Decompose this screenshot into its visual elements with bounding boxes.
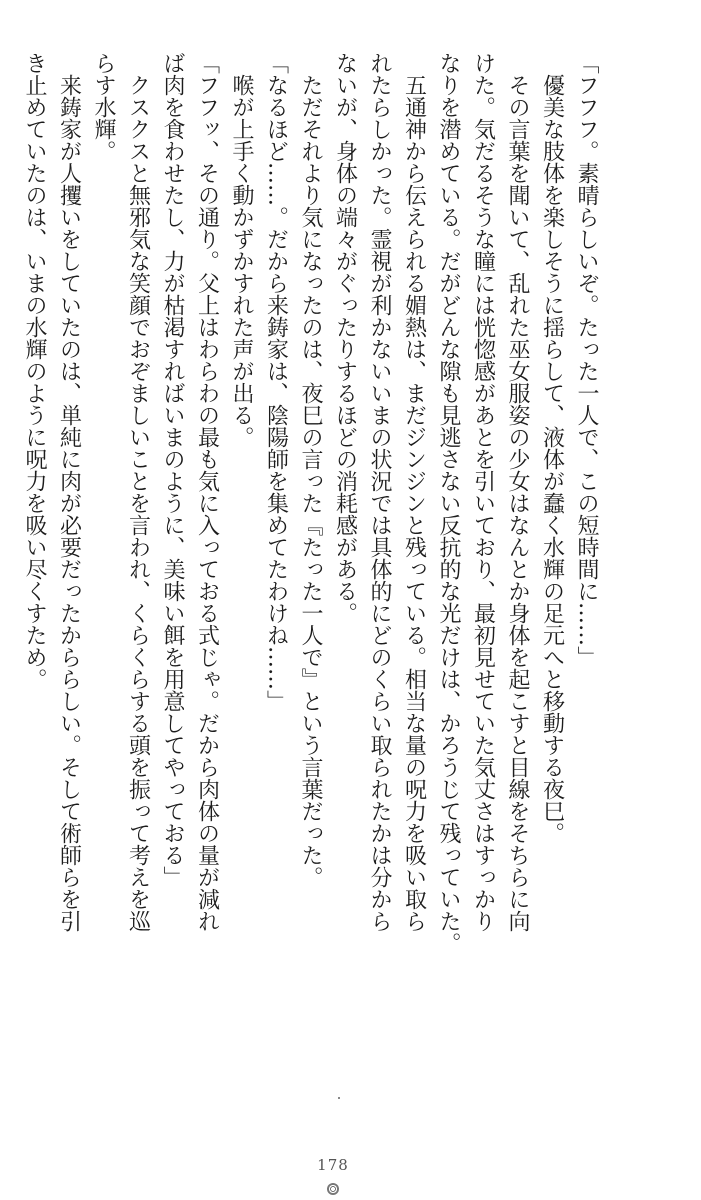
text-line: ば肉を食わせたし、力が枯渇すればいまのように、美味い餌を用意してやっておる」 <box>160 52 185 888</box>
text-line: 「フフフ。素晴らしいぞ。たった一人で、この短時間に……」 <box>574 52 599 668</box>
text-line: 来鋳家が人攫いをしていたのは、単純に肉が必要だったかららしい。そして術師らを引 <box>56 52 82 932</box>
page-number: 178 <box>317 1156 349 1174</box>
text-line: 「フフッ、その通り。父上はわらわの最も気に入っておる式じゃ。だから肉体の量が減れ <box>194 52 220 932</box>
text-line: らす水輝。 <box>91 52 116 162</box>
text-line: クスクスと無邪気な笑顔でおぞましいことを言われ、くらくらする頭を振って考えを巡 <box>125 52 151 932</box>
flower-ornament-icon <box>327 1183 339 1195</box>
text-line: なりを潜めている。だがどんな隙も見逃さない反抗的な光だけは、かろうじて残っていた。 <box>436 52 461 954</box>
text-line: その言葉を聞いて、乱れた巫女服姿の少女はなんとか身体を起こすと目線をそちらに向 <box>505 52 530 932</box>
text-line: ただそれより気になったのは、夜巳の言った『たった一人で』という言葉だった。 <box>298 52 323 888</box>
margin-dot <box>338 1097 340 1099</box>
body-text <box>17 52 604 992</box>
text-line: れたらしかった。霊視が利かないいまの状況では具体的にどのくらい取られたかは分から <box>367 52 392 932</box>
text-line: けた。気だるそうな瞳には恍惚感があとを引いており、最初見せていた気丈さはすっかり <box>470 52 496 932</box>
text-line: ないが、身体の端々がぐったりするほどの消耗感がある。 <box>332 52 358 624</box>
text-line: 五通神から伝えられる媚熱は、まだジンジンと残っている。相当な量の呪力を吸い取ら <box>401 52 427 932</box>
text-line: き止めていたのは、いまの水輝のように呪力を吸い尽くすため。 <box>22 52 47 690</box>
text-line: 「なるほど……。だから来鋳家は、陰陽師を集めてたわけね……」 <box>263 52 289 712</box>
text-line: 優美な肢体を楽しそうに揺らして、液体が蠢く水輝の足元へと移動する夜巳。 <box>539 52 565 844</box>
text-line: 喉が上手く動かずかすれた声が出る。 <box>229 52 254 448</box>
